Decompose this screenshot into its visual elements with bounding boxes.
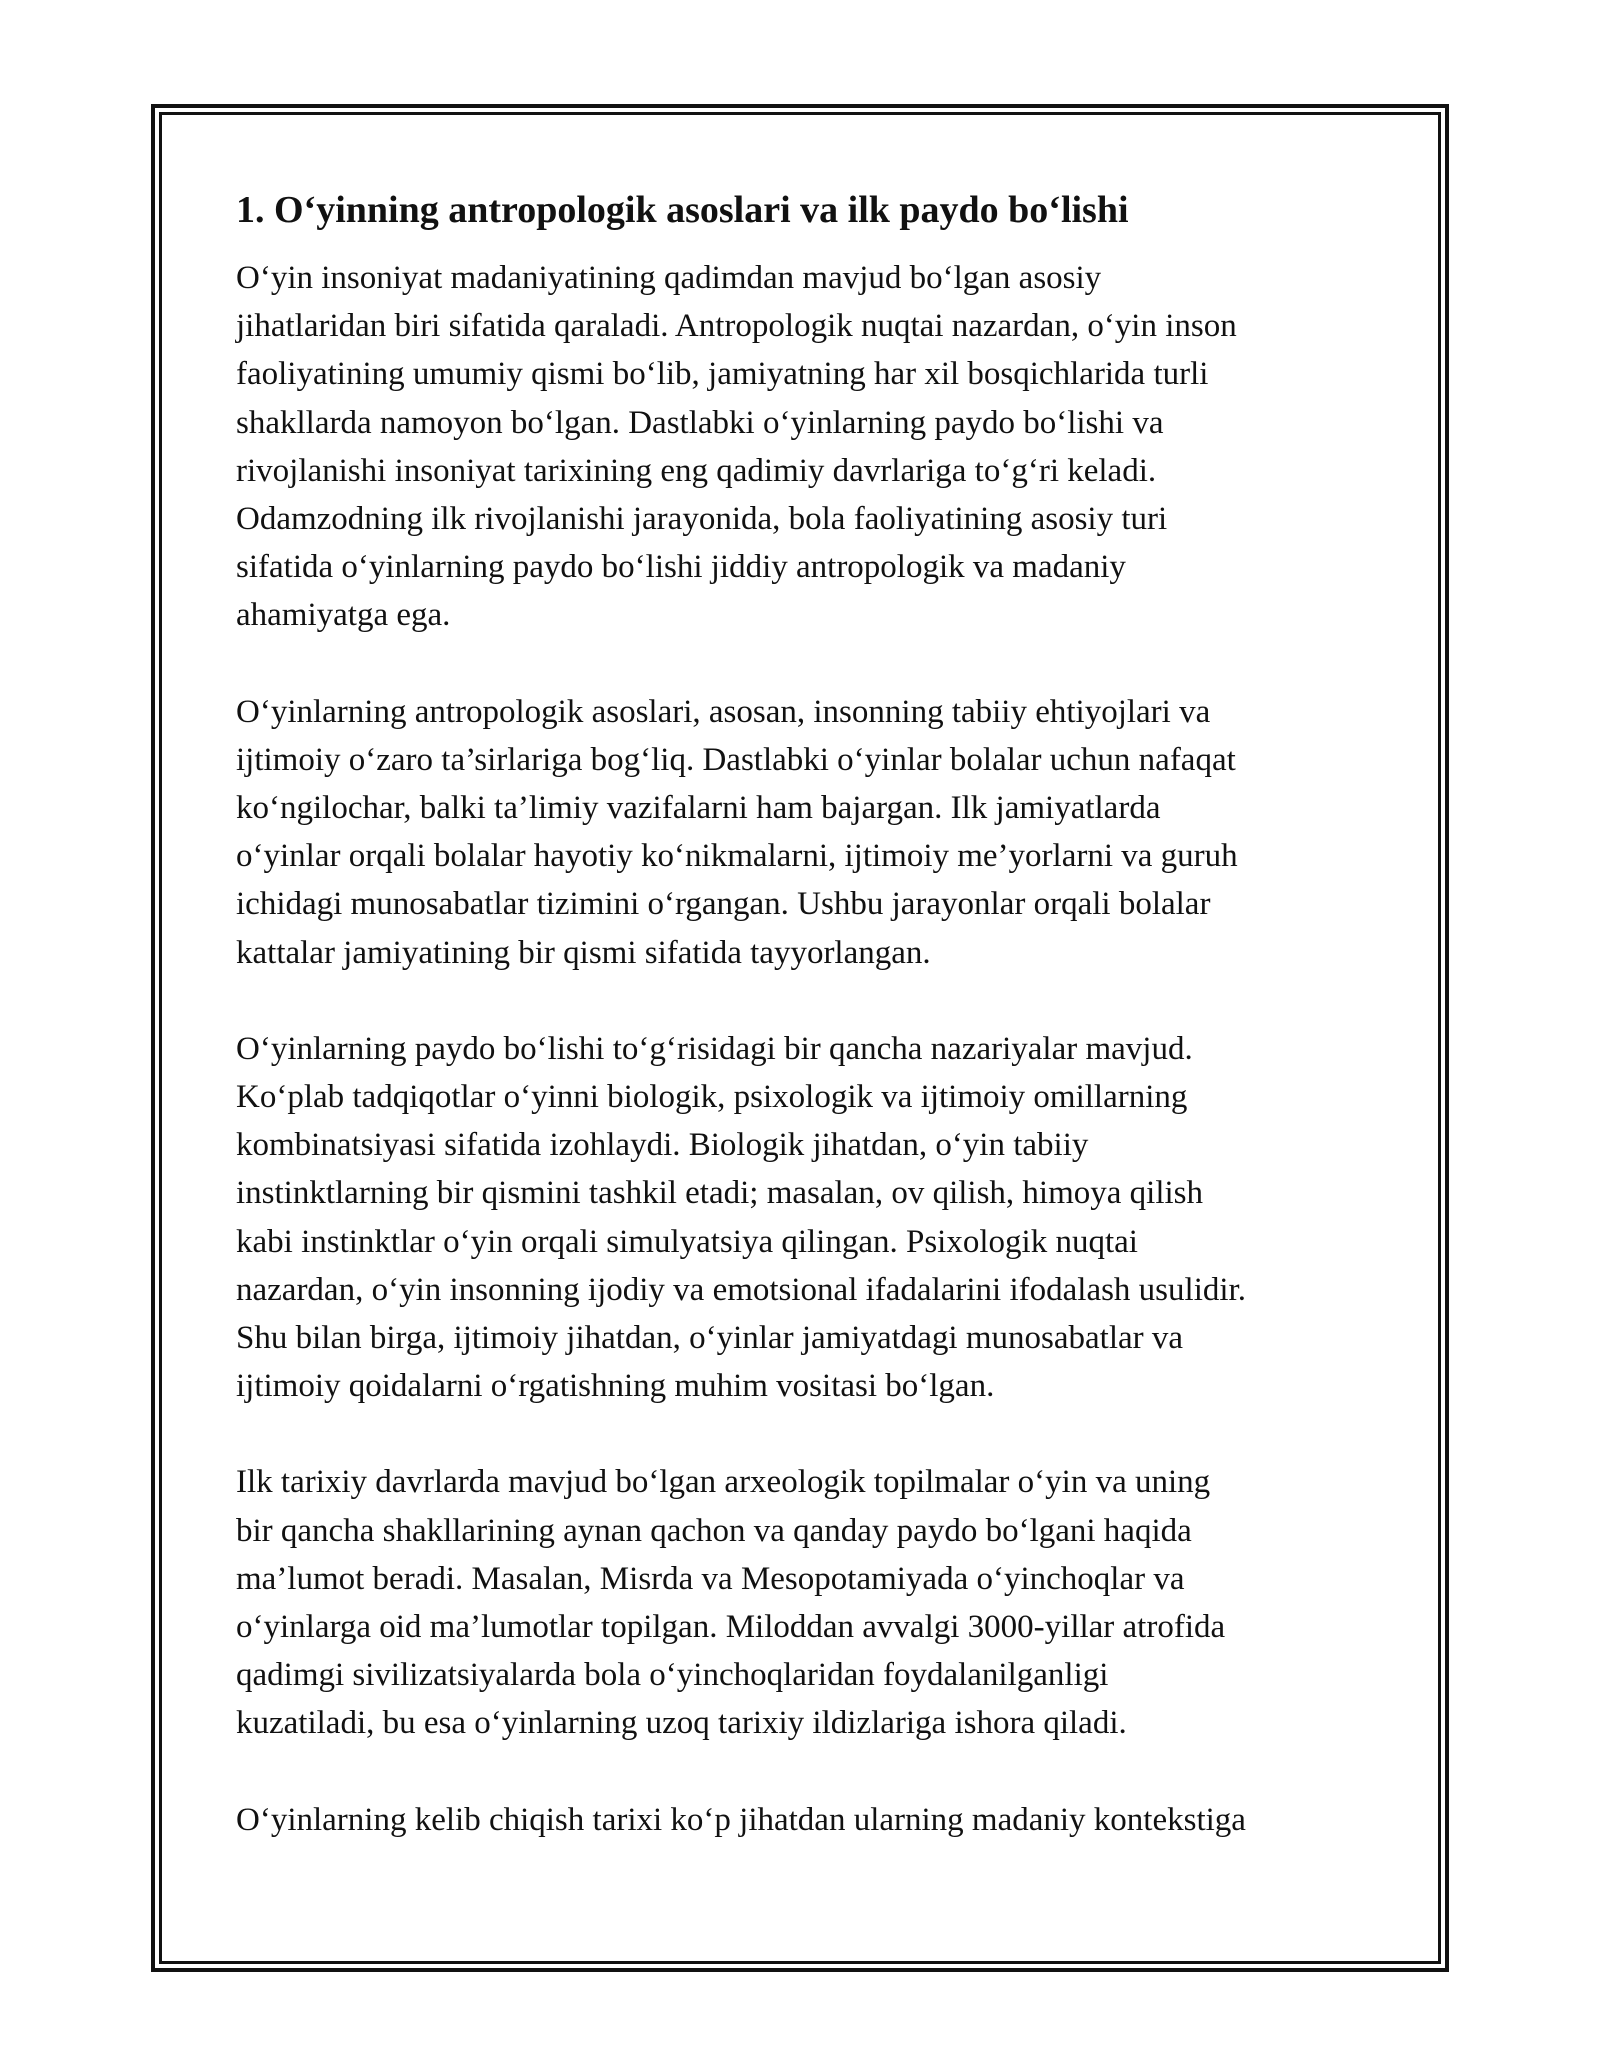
section-heading: 1. O‘yinning antropologik asoslari va ilk paydo bo‘lishi [236, 189, 1129, 231]
text-line: ko‘ngilochar, balki ta’limiy vazifalarni ham bajargan. Ilk jamiyatlarda [236, 790, 1161, 827]
text-line: sifatida o‘yinlarning paydo bo‘lishi jiddiy antropologik va madaniy [236, 549, 1126, 586]
text-line: kattalar jamiyatining bir qismi sifatida tayyorlangan. [236, 934, 931, 971]
text-line: Ilk tarixiy davrlarda mavjud bo‘lgan arxeologik topilmalar o‘yin va uning [236, 1464, 1211, 1501]
text-line: o‘yinlarga oid ma’lumotlar topilgan. Miloddan avvalgi 3000-yillar atrofida [236, 1609, 1226, 1646]
text-line: ahamiyatga ega. [236, 597, 451, 634]
text-line: Odamzodning ilk rivojlanishi jarayonida, bola faoliyatining asosiy turi [236, 501, 1168, 538]
text-line: Shu bilan birga, ijtimoiy jihatdan, o‘yinlar jamiyatdagi munosabatlar va [236, 1320, 1184, 1357]
text-line: ijtimoiy o‘zaro ta’sirlariga bog‘liq. Dastlabki o‘yinlar bolalar uchun nafaqat [236, 741, 1236, 778]
text-line: O‘yin insoniyat madaniyatining qadimdan mavjud bo‘lgan asosiy [236, 260, 1102, 296]
text-line: instinktlarning bir qismini tashkil etadi; masalan, ov qilish, himoya qilish [236, 1175, 1204, 1212]
text-line: ijtimoiy qoidalarni o‘rgatishning muhim vositasi bo‘lgan. [236, 1368, 995, 1405]
paragraph-3 [236, 1025, 1376, 1411]
text-line: kabi instinktlar o‘yin orqali simulyatsiya qilingan. Psixologik nuqtai [236, 1223, 1138, 1260]
text-line: Ko‘plab tadqiqotlar o‘yinni biologik, psixologik va ijtimoiy omillarning [236, 1079, 1188, 1116]
text-line: faoliyatining umumiy qismi bo‘lib, jamiyatning har xil bosqichlarida turli [236, 356, 1209, 393]
paragraph-4 [236, 1458, 1376, 1747]
text-line: shakllarda namoyon bo‘lgan. Dastlabki o‘yinlarning paydo bo‘lishi va [236, 404, 1164, 441]
text-line: O‘yinlarning kelib chiqish tarixi ko‘p jihatdan ularning madaniy kontekstiga [236, 1801, 1246, 1838]
text-line: O‘yinlarning paydo bo‘lishi to‘g‘risidagi bir qancha nazariyalar mavjud. [236, 1030, 1193, 1067]
document-body [236, 184, 1376, 1892]
text-line: nazardan, o‘yin insonning ijodiy va emotsional ifadalarini ifodalash usulidir. [236, 1271, 1246, 1308]
paragraph-1 [236, 254, 1376, 640]
text-line: O‘yinlarning antropologik asoslari, asosan, insonning tabiiy ehtiyojlari va [236, 693, 1211, 730]
text-line: kombinatsiyasi sifatida izohlaydi. Biologik jihatdan, o‘yin tabiiy [236, 1127, 1089, 1164]
paragraph-2 [236, 688, 1376, 977]
text-line: jihatlaridan biri sifatida qaraladi. Antropologik nuqtai nazardan, o‘yin inson [236, 308, 1237, 345]
text-line: ma’lumot beradi. Masalan, Misrda va Mesopotamiyada o‘yinchoqlar va [236, 1560, 1185, 1597]
text-line: rivojlanishi insoniyat tarixining eng qadimiy davrlariga to‘g‘ri keladi. [236, 452, 1157, 489]
text-line: bir qancha shakllarining aynan qachon va qanday paydo bo‘lgani haqida [236, 1512, 1192, 1549]
text-line: ichidagi munosabatlar tizimini o‘rgangan. Ushbu jarayonlar orqali bolalar [236, 886, 1211, 923]
text-line: o‘yinlar orqali bolalar hayotiy ko‘nikmalarni, ijtimoiy me’yorlarni va guruh [236, 838, 1238, 875]
text-line: kuzatiladi, bu esa o‘yinlarning uzoq tarixiy ildizlariga ishora qiladi. [236, 1705, 1127, 1742]
text-line: qadimgi sivilizatsiyalarda bola o‘yinchoqlaridan foydalanilganligi [236, 1657, 1109, 1694]
paragraph-5 [236, 1796, 1376, 1844]
